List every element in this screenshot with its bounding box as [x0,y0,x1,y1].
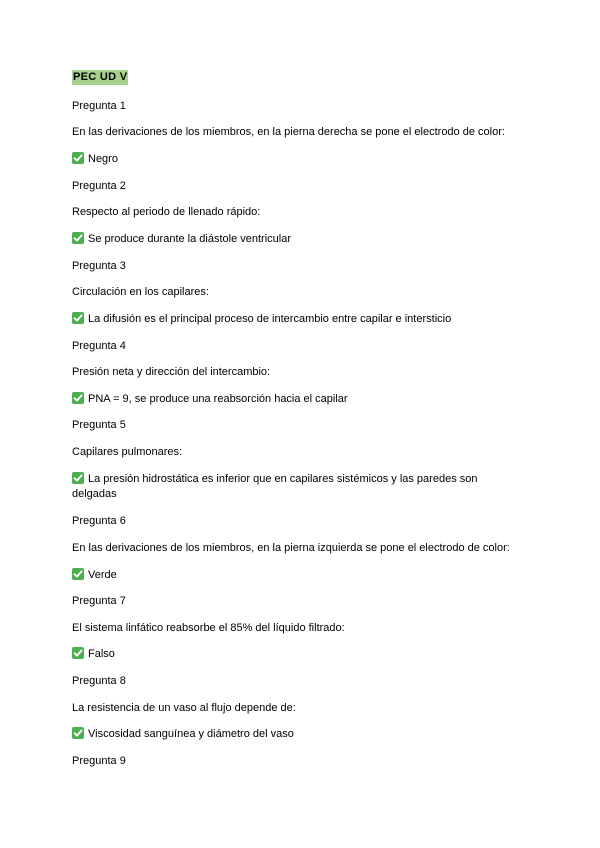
question-label: Pregunta 2 [72,180,126,192]
answer-text: La presión hidrostática es inferior que en capilares sistémicos y las paredes son delgadas [72,473,478,500]
answer-text: Viscosidad sanguínea y diámetro del vaso [88,728,294,740]
question-label: Pregunta 5 [72,419,126,431]
check-mark-icon [72,392,84,404]
question-answer [72,392,542,407]
question-prompt: El sistema linfático reabsorbe el 85% del líquido filtrado: [72,622,345,634]
question-prompt: La resistencia de un vaso al flujo depende de: [72,702,296,714]
question-label: Pregunta 9 [72,755,126,767]
answer-text: Negro [88,153,118,165]
check-mark-icon [72,472,84,484]
question-prompt: Respecto al periodo de llenado rápido: [72,206,261,218]
check-mark-icon [72,727,84,739]
question-answer [72,568,542,583]
question-label: Pregunta 4 [72,340,126,352]
answer-text: Falso [88,648,115,660]
question-answer [72,312,542,327]
question-label: Pregunta 1 [72,100,126,112]
question-answer [72,472,492,502]
question-answer [72,232,542,247]
check-mark-icon [72,568,84,580]
question-prompt: Capilares pulmonares: [72,446,183,458]
answer-text: Se produce durante la diástole ventricular [88,233,292,245]
question-prompt: En las derivaciones de los miembros, en la pierna derecha se pone el electrodo de color: [72,126,505,138]
check-mark-icon [72,647,84,659]
answer-text: La difusión es el principal proceso de intercambio entre capilar e intersticio [88,313,452,325]
question-label: Pregunta 8 [72,675,126,687]
check-mark-icon [72,312,84,324]
question-label: Pregunta 6 [72,515,126,527]
question-answer [72,647,542,662]
answer-text: Verde [88,569,117,581]
question-prompt: Circulación en los capilares: [72,286,209,298]
question-answer [72,727,542,742]
question-answer [72,152,542,167]
check-mark-icon [72,232,84,244]
answer-text: PNA = 9, se produce una reabsorción hacia el capilar [88,393,348,405]
question-label: Pregunta 7 [72,595,126,607]
check-mark-icon [72,152,84,164]
question-label: Pregunta 3 [72,260,126,272]
document-title: PEC UD V [73,71,128,83]
question-prompt: En las derivaciones de los miembros, en la pierna izquierda se pone el electrodo de color: [72,542,510,554]
question-prompt: Presión neta y dirección del intercambio: [72,366,271,378]
